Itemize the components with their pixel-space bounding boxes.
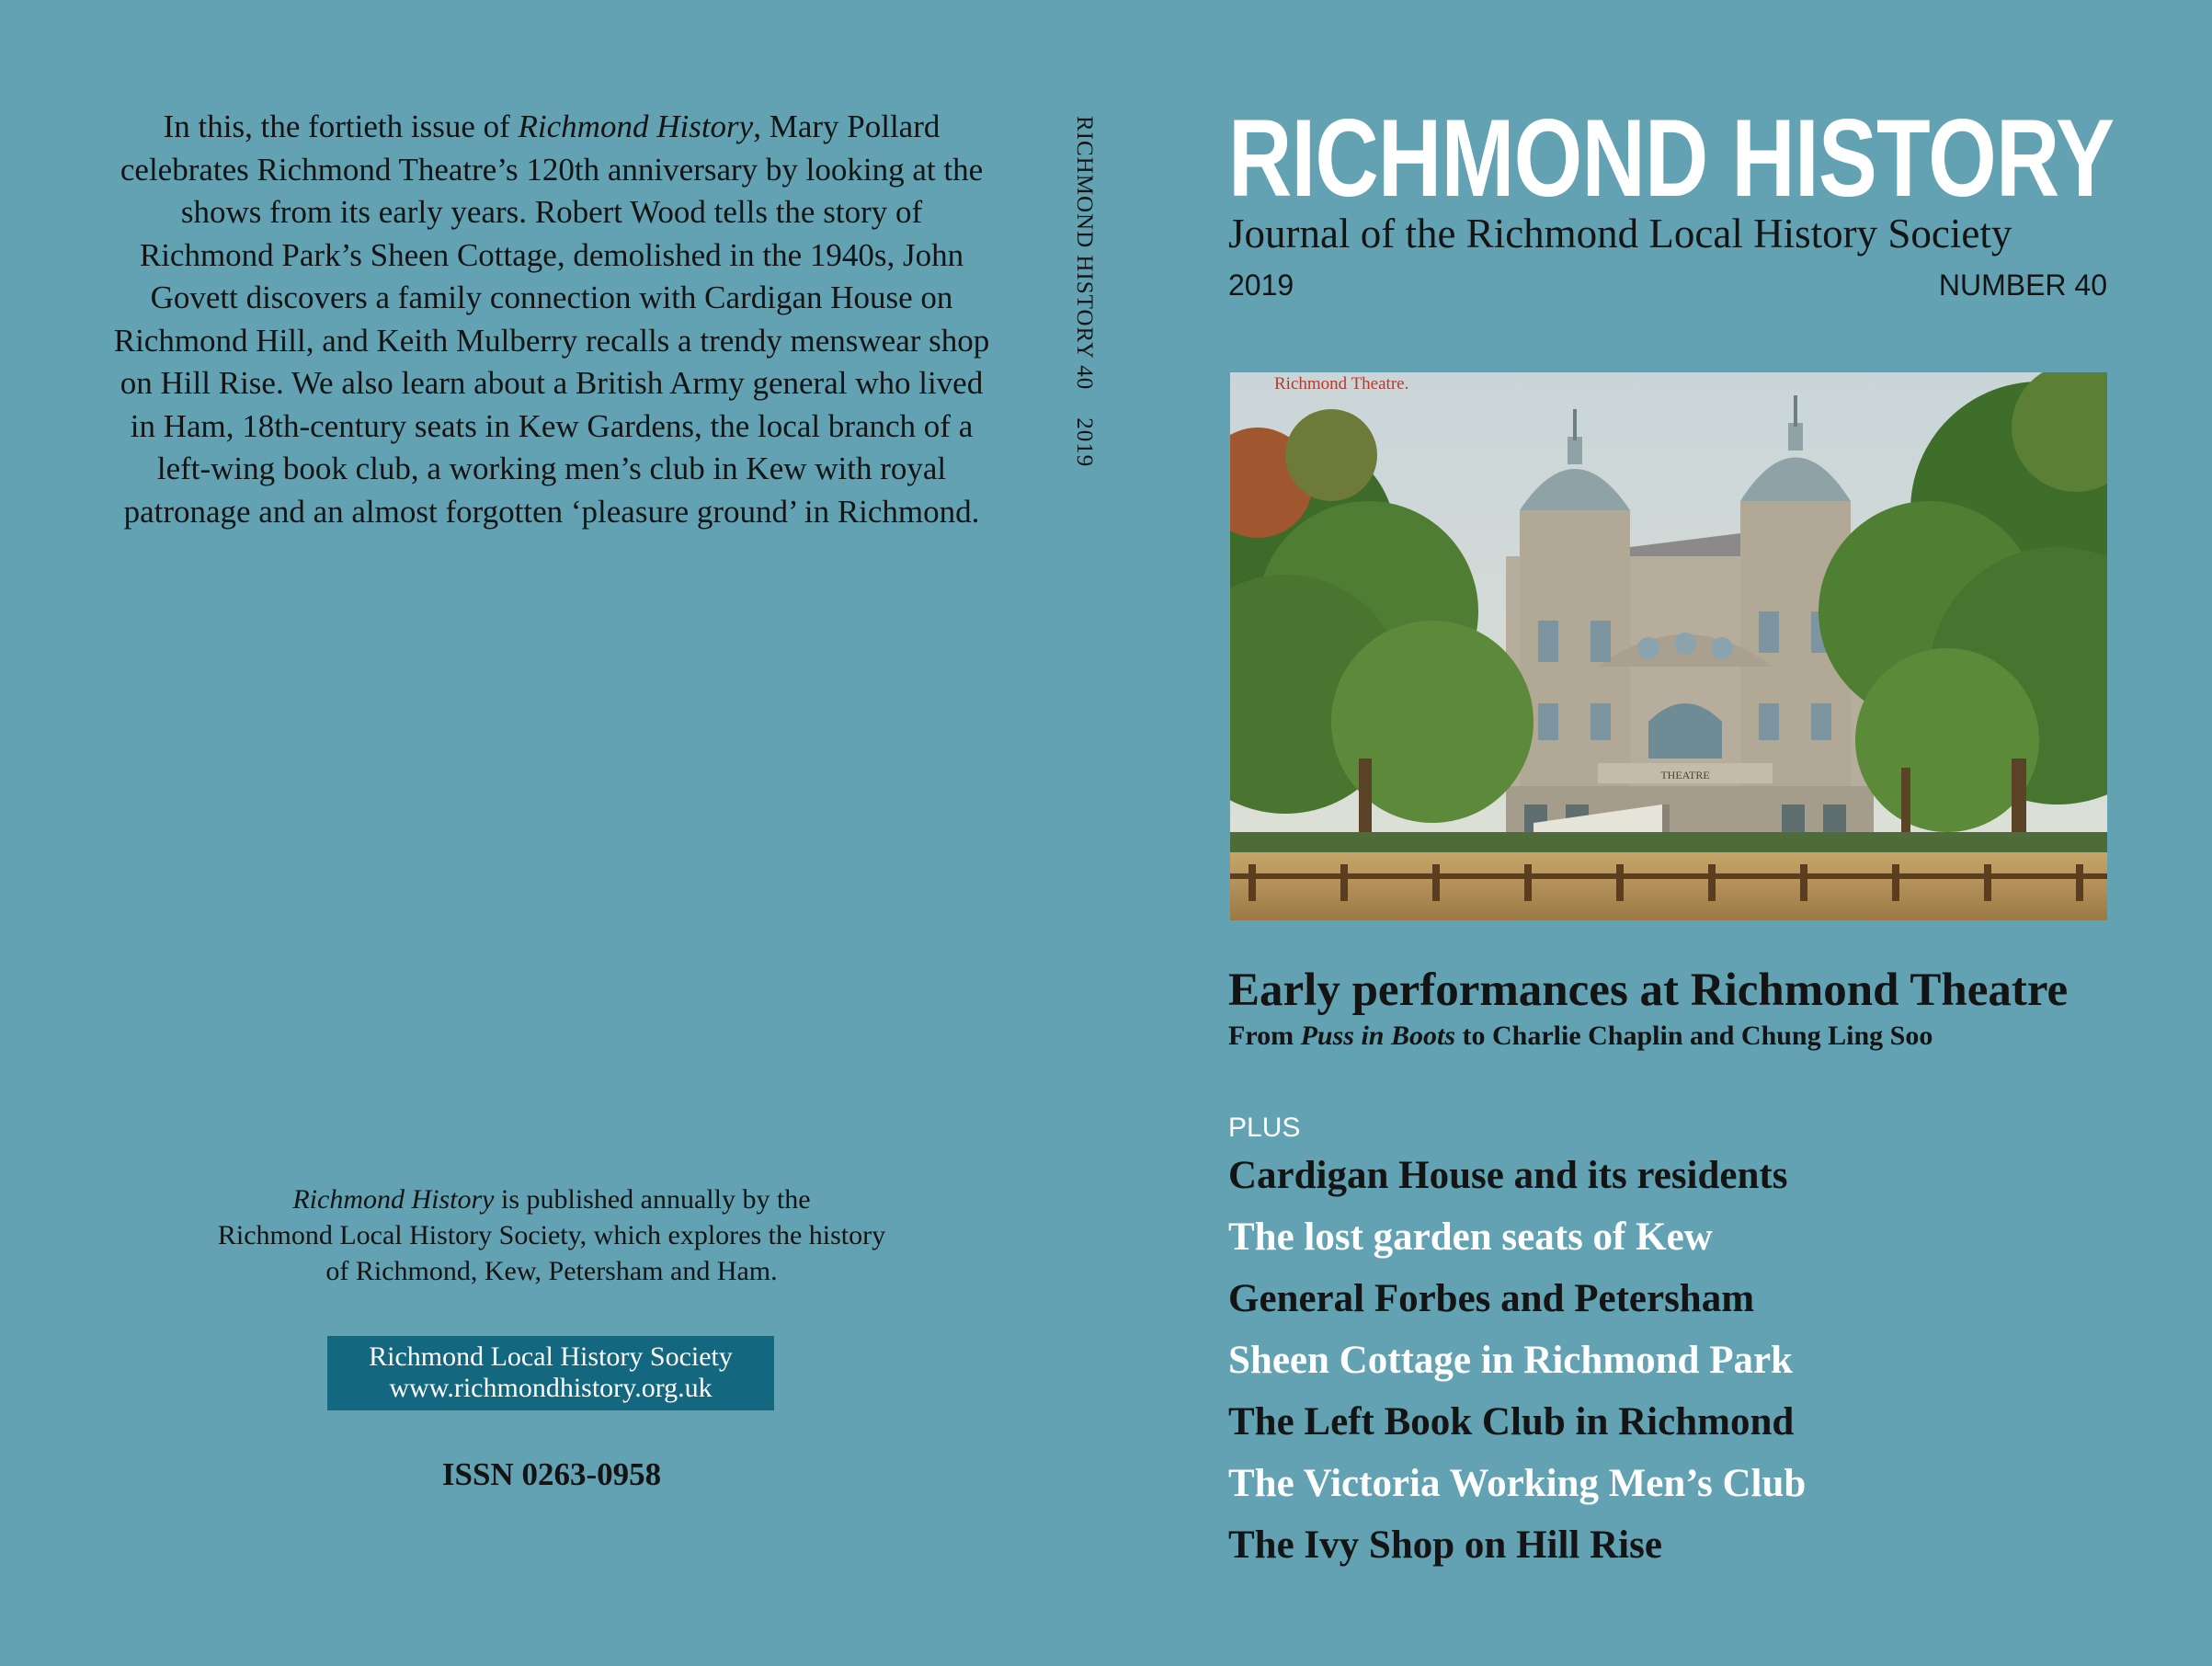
- lead-sub-italic: Puss in Boots: [1300, 1021, 1455, 1051]
- plus-articles-list: [1228, 1149, 1806, 1580]
- plus-article: Cardigan House and its residents: [1228, 1154, 1788, 1197]
- plus-article: The Left Book Club in Richmond: [1228, 1400, 1795, 1443]
- issn-number: ISSN 0263-0958: [441, 1456, 662, 1492]
- spine: [1071, 116, 1126, 668]
- publisher-note-journal-name: Richmond History: [292, 1184, 495, 1215]
- theatre-sign: THEATRE: [1660, 769, 1710, 782]
- plus-label: PLUS: [1228, 1113, 1301, 1143]
- spine-year: 2019: [1072, 417, 1097, 468]
- society-box: [327, 1336, 774, 1410]
- spine-text: [1071, 116, 1097, 467]
- plus-article: The Ivy Shop on Hill Rise: [1228, 1523, 1662, 1567]
- masthead-subtitle: Journal of the Richmond Local History Society: [1228, 211, 2012, 257]
- plus-article: Sheen Cottage in Richmond Park: [1228, 1339, 1793, 1382]
- theatre-postcard-image: [1230, 372, 2107, 920]
- blurb-text-start: In this, the fortieth issue of: [163, 108, 519, 144]
- publisher-note-line-3: of Richmond, Kew, Petersham and Ham.: [325, 1256, 778, 1286]
- lead-sub-prefix: From: [1228, 1021, 1301, 1051]
- blurb-journal-name: Richmond History: [518, 108, 754, 144]
- spine-title: RICHMOND HISTORY 40: [1072, 116, 1097, 391]
- lead-article-subtitle: [1228, 1021, 1933, 1052]
- publisher-note-line-1: [138, 1181, 965, 1217]
- plus-article: General Forbes and Petersham: [1228, 1277, 1755, 1320]
- publisher-note-line-2: Richmond Local History Society, which explores the history: [217, 1220, 886, 1250]
- image-caption: Richmond Theatre.: [1274, 374, 1409, 394]
- lead-article-title: Early performances at Richmond Theatre: [1228, 964, 2069, 1016]
- society-url[interactable]: www.richmondhistory.org.uk: [389, 1373, 713, 1403]
- lead-sub-suffix: to Charlie Chaplin and Chung Ling Soo: [1455, 1021, 1933, 1051]
- plus-article: The lost garden seats of Kew: [1228, 1215, 1713, 1259]
- plus-article: The Victoria Working Men’s Club: [1228, 1462, 1807, 1505]
- masthead-title: RICHMOND HISTORY: [1228, 97, 2115, 220]
- society-name: Richmond Local History Society: [369, 1341, 733, 1372]
- publisher-note: [138, 1181, 965, 1289]
- publisher-note-line-1-rest: is published annually by the: [494, 1184, 811, 1215]
- blurb-text-rest: , Mary Pollard celebrates Richmond Theatre’s 120th anniversary by looking at the shows from its early years. Robert Wood tells the story of Richmond Park’s Sheen Cottage, demolished in the 1940s, John Govett discovers a family connection with Cardigan House on Richmond Hill, and Keith Mulberry recalls a trendy menswear shop on Hill Rise. We also learn about a British Army general who lived in Ham, 18th-century seats in Kew Gardens, the local branch of a left-wing book club, a working men’s club in Kew with royal patronage and an almost forgotten ‘pleasure ground’ in Richmond.: [113, 108, 990, 530]
- issue-year: 2019: [1228, 268, 1294, 302]
- issue-number: NUMBER 40: [1938, 268, 2107, 302]
- back-cover-blurb: [110, 106, 993, 533]
